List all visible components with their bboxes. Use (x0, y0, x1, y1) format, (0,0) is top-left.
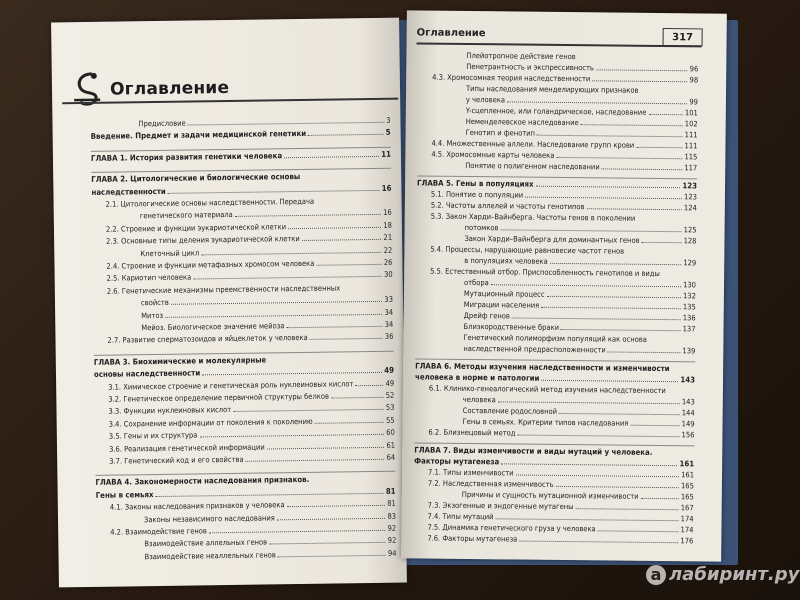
leader-dots (608, 351, 681, 353)
leader-dots (642, 242, 682, 243)
toc-entry-title: Факторы мутагенеза (414, 456, 500, 467)
toc-entry-page: 30 (383, 270, 393, 280)
toc-entry-title: Гены в семьях (95, 489, 154, 500)
toc-entry-title: наследственной предрасположенности (463, 343, 606, 355)
toc-entry (140, 245, 392, 258)
leader-dots (536, 186, 681, 189)
toc-entry (463, 344, 695, 355)
toc-entry (91, 150, 391, 163)
toc-entry-title: отбора (463, 277, 489, 288)
left-page (51, 18, 407, 588)
toc-entry-page: 117 (684, 163, 698, 173)
leader-dots (156, 493, 384, 497)
leader-dots (500, 229, 681, 232)
toc-entry-title: 7.6. Факторы мутагенеза (427, 533, 518, 544)
leader-dots (517, 435, 679, 438)
leader-dots (331, 397, 384, 399)
toc-entry-title: ГЛАВА 2. Цитологические и биологические основы (91, 172, 301, 185)
toc-entry-title: 2.2. Строение и функции эукариотической клетки (105, 221, 287, 234)
toc-entry-page: 16 (383, 208, 392, 218)
toc-entry (144, 511, 396, 524)
toc-entry-page: 60 (386, 427, 395, 438)
toc-entry (109, 415, 395, 428)
toc-entry (431, 150, 697, 162)
toc-entry (466, 95, 698, 106)
toc-entry (106, 196, 392, 209)
leader-dots (286, 326, 382, 328)
leader-dots (630, 425, 679, 427)
toc-entry-page: 22 (383, 245, 393, 255)
toc-entry (110, 499, 396, 512)
leader-dots (287, 505, 386, 507)
toc-entry-title: 7.3. Экзогенные и эндогенные мутагены (427, 500, 574, 512)
toc-entry-title: Предисловие (138, 118, 186, 129)
toc-entry-title: 5.1. Понятие о популяции (430, 189, 524, 200)
leader-dots (188, 122, 384, 126)
toc-entry (141, 320, 393, 333)
toc-entry-page: 123 (682, 181, 698, 191)
leader-dots (537, 135, 683, 138)
toc-entry (463, 406, 695, 417)
toc-entry (428, 501, 694, 513)
toc-entry-title: ГЛАВА 1. История развития генетики человека (90, 151, 283, 163)
toc-entry-page: 55 (386, 415, 395, 425)
leader-dots (648, 114, 683, 115)
toc-entry-title: 4.2. Взаимодействие генов (110, 526, 207, 537)
toc-entry-title: 4.1. Законы наследования признаков у человека (109, 500, 285, 512)
toc-entry-title: Дрейф генов (463, 310, 510, 321)
toc-entry (466, 128, 698, 139)
toc-entry (108, 391, 394, 404)
toc-entry-title: Генотип и фенотип (465, 127, 536, 138)
toc-entry-title: 7.1. Типы изменчивости (427, 467, 514, 478)
toc-entry-title: 3.2. Генетическое определение первичной структуры белков (108, 391, 329, 404)
leader-dots (165, 313, 383, 317)
toc-entry-page: 83 (387, 511, 397, 521)
leader-dots (495, 518, 678, 521)
toc-entry (428, 512, 694, 524)
toc-entry-page: 49 (385, 378, 395, 388)
toc-entry (95, 474, 395, 487)
toc-entry-title: Клеточный цикл (140, 248, 200, 258)
toc-entry-title: 6.1. Клинико-генеалогический метод изучения наследственности (428, 383, 666, 396)
toc-entry-title: в популяциях человека (464, 255, 548, 266)
leader-dots (355, 384, 383, 385)
leader-dots (596, 69, 688, 71)
toc-entry-title: свойств (140, 298, 169, 308)
toc-entry (464, 300, 696, 311)
toc-entry (91, 128, 391, 141)
toc-entry-title: Неменделевское наследование (465, 116, 579, 128)
toc-entry-page: 132 (682, 291, 696, 301)
toc-entry (428, 479, 694, 491)
toc-entry-title: 4.3. Хромосомная теория наследственности (432, 72, 591, 84)
toc-entry-page: 101 (684, 108, 698, 118)
toc-entry-page: 161 (681, 470, 695, 480)
toc-entry (144, 536, 396, 549)
toc-entry-title: ГЛАВА 7. Виды изменчивости и виды мутаций у человека. (414, 445, 653, 457)
toc-entry-page: 136 (682, 313, 696, 323)
toc-entry-page: 34 (384, 319, 394, 329)
toc-entry (138, 116, 390, 129)
toc-entry-page: 137 (682, 324, 696, 334)
toc-entry-page: 34 (384, 307, 394, 317)
toc-entry (431, 190, 697, 202)
leader-dots (498, 401, 680, 404)
toc-entry-page: 144 (681, 408, 695, 418)
leader-dots (525, 197, 682, 200)
toc-entry (91, 183, 391, 196)
toc-entry (431, 212, 697, 224)
toc-entry-title: 2.3. Основные типы деления эукариотической клетки (106, 234, 300, 246)
toc-entry-title: 7.2. Наследственная изменчивость (427, 478, 554, 489)
toc-entry-page: 102 (684, 119, 698, 129)
toc-entry (107, 332, 393, 345)
toc-entry (414, 445, 694, 457)
toc-heading: Оглавление (109, 77, 230, 100)
toc-entry (432, 73, 698, 85)
leader-dots (556, 486, 679, 488)
leader-dots (581, 124, 683, 126)
leader-dots (209, 530, 386, 533)
toc-entry-title: 2.7. Развитие сперматозоидов и яйцеклеток у человека (107, 333, 308, 346)
toc-entry (106, 233, 392, 246)
toc-entry-title: Мейоз. Биологическое значение мейоза (141, 321, 285, 333)
watermark (646, 564, 799, 585)
toc-entry (430, 245, 696, 257)
toc-entry (109, 453, 395, 466)
toc-entry (417, 178, 697, 190)
leader-dots (310, 338, 383, 340)
leader-dots (199, 434, 384, 438)
toc-entry-title: Y-сцепленное, или голандрическое, наследование (465, 105, 647, 117)
leader-dots (559, 413, 680, 415)
toc-entry (464, 289, 696, 300)
watermark-logo-icon: а (646, 565, 666, 585)
leader-dots (284, 156, 379, 158)
toc-entry-title: Причины и сущность мутационной изменчивости (461, 489, 639, 501)
toc-entry-title: 3.7. Генетический код и его свойства (109, 454, 244, 466)
toc-entry (466, 84, 698, 95)
toc-entry-page: 125 (683, 225, 697, 235)
toc-entry (466, 117, 698, 128)
toc-entry (428, 468, 694, 480)
toc-entry-title: человека в норме и патологии (414, 372, 540, 383)
toc-entry-page: 98 (689, 75, 699, 85)
leader-dots (512, 317, 681, 320)
toc-entry-title: 4.4. Множественные аллели. Наследование групп крови (431, 138, 635, 150)
toc-entry-title: Гены в семьях. Критерии типов наследования (462, 416, 629, 428)
toc-entry-title: Миграции населения (463, 299, 540, 310)
leader-dots (202, 372, 382, 376)
leader-dots (641, 498, 679, 499)
toc-entry (106, 221, 392, 234)
toc-entry-title: 4.5. Хромосомные карты человека (431, 149, 555, 160)
toc-entry (464, 234, 696, 245)
toc-entry-page: 129 (683, 258, 697, 268)
toc-entry (107, 283, 393, 296)
toc-entry-title: 7.4. Типы мутаций (427, 511, 494, 522)
toc-entry (108, 403, 394, 416)
toc-entry-title: 2.6. Генетические механизмы преемственности наследственных (106, 283, 341, 296)
toc-entry (465, 161, 697, 172)
toc-entry (427, 534, 693, 546)
leader-dots (587, 208, 682, 210)
leader-dots (491, 284, 681, 287)
leader-dots (561, 329, 681, 331)
toc-entry-page: 81 (385, 486, 396, 496)
toc-entry (109, 440, 395, 453)
toc-entry-title: 3.3. Функции нуклеиновых кислот (108, 405, 232, 417)
toc-entry-page: 128 (683, 236, 697, 246)
toc-entry-page: 3 (386, 115, 391, 125)
toc-entry-page: 156 (681, 430, 695, 440)
toc-entry-page: 5 (385, 128, 391, 138)
right-page (401, 10, 727, 561)
toc-entry-page: 167 (680, 503, 694, 513)
toc-entry-title: 3.6. Реализация генетической информации (108, 442, 265, 454)
leader-dots (556, 157, 682, 159)
toc-entry-page: 96 (689, 64, 699, 74)
toc-entry-title: потомков (464, 222, 499, 233)
leader-dots (277, 517, 386, 520)
leader-dots (541, 380, 678, 382)
toc-entry-page: 92 (387, 536, 397, 546)
toc-entry-page: 143 (680, 375, 696, 385)
leader-dots (315, 422, 384, 424)
toc-entry-page: 36 (384, 332, 394, 342)
toc-entry-page: 123 (684, 192, 697, 202)
leader-dots (592, 80, 687, 82)
toc-entry-title: ГЛАВА 3. Биохимические и молекулярные (93, 355, 267, 367)
page-number: 317 (663, 28, 703, 46)
toc-entry-title: 2.4. Строение и функции метафазных хромосом человека (106, 258, 315, 271)
toc-entry-title: 7.5. Динамика генетического груза у человека (427, 522, 596, 534)
toc-entry (430, 267, 696, 279)
toc-entry-title: Митоз (141, 310, 164, 320)
toc-entry-page: 92 (387, 523, 397, 533)
toc-entry-title: Составление родословной (462, 405, 558, 416)
toc-entry-title: Введение. Предмет и задачи медицинской генетики (90, 129, 307, 142)
toc-entry (110, 524, 396, 537)
toc-entry-page: 161 (679, 459, 695, 469)
toc-entry (466, 51, 698, 62)
leader-dots (547, 296, 681, 298)
toc-entry (141, 295, 393, 308)
running-head: Оглавление (416, 27, 486, 40)
toc-entry (415, 372, 695, 384)
leader-dots (246, 459, 385, 462)
toc-entry-title: 3.4. Сохранение информации от поколения к поколению (108, 416, 313, 429)
toc-entry-title: Мутационный процесс (463, 288, 545, 299)
toc-entry (106, 258, 392, 271)
leader-dots (519, 541, 678, 544)
toc-entry (427, 523, 693, 535)
toc-entry (464, 322, 696, 333)
toc-entry-page: 33 (384, 294, 394, 305)
toc-entry-page: 130 (683, 280, 697, 290)
toc-entry-title: Понятие о полигенном наследовании (465, 160, 600, 172)
toc-entry (466, 62, 698, 73)
toc-entry-title: Генетический полиморфизм популяций как основа (463, 332, 647, 344)
toc-entry (463, 417, 695, 428)
toc-entry (431, 201, 697, 213)
toc-entry-title: ГЛАВА 6. Методы изучения наследственности и изменчивости (415, 361, 670, 374)
toc-entry (96, 486, 396, 499)
toc-entry-page: 139 (682, 346, 696, 356)
toc-entry-page: 165 (680, 492, 694, 502)
toc-entry (91, 171, 391, 184)
leader-dots (501, 463, 677, 466)
toc-entry-page: 149 (681, 419, 695, 429)
toc-entry-page: 52 (385, 390, 395, 400)
toc-entry-page: 11 (381, 149, 392, 159)
toc-entry-title: основы наследственности (93, 368, 201, 380)
leader-dots (516, 475, 680, 478)
toc-entry-page: 94 (387, 548, 397, 558)
toc-entry (109, 428, 395, 441)
toc-entry-title: наследственности (91, 186, 166, 197)
toc-entry (464, 311, 696, 322)
toc-entry-page: 18 (383, 220, 392, 230)
toc-entry-page: 165 (680, 481, 694, 491)
toc-entry (463, 395, 695, 406)
toc-entry (464, 256, 696, 267)
toc-entry-page: 16 (381, 183, 392, 193)
toc-entry-page: 53 (385, 403, 395, 413)
toc-entry-page: 21 (383, 232, 393, 243)
running-head-rule (417, 42, 702, 46)
toc-entry-title: ГЛАВА 4. Закономерности наследования признаков. (95, 475, 310, 488)
toc-entry (431, 139, 697, 151)
toc-entry-page: 143 (681, 397, 695, 407)
toc-entry-title: человека (462, 394, 496, 405)
leader-dots (171, 301, 383, 305)
toc-entry-page: 135 (682, 302, 696, 312)
watermark-text: лабиринт.ру (669, 564, 800, 585)
toc-entry-page: 124 (683, 203, 697, 213)
toc-entry-page: 81 (387, 498, 396, 508)
toc-entry (141, 307, 393, 320)
toc-entry-title: у человека (465, 94, 506, 105)
leader-dots (550, 263, 682, 265)
leader-dots (201, 251, 381, 255)
toc-entry (140, 208, 392, 221)
toc-entry-title: 2.1. Цитологические основы наследственности. Передача (105, 196, 315, 209)
leader-dots (168, 189, 380, 193)
toc-entry (464, 278, 696, 289)
leader-dots (308, 134, 384, 136)
toc-entry (414, 456, 694, 468)
toc-entry-title: 2.5. Кариотип человека (106, 272, 192, 284)
toc-entry-page: 26 (383, 257, 393, 267)
toc-entry-title: Взаимодействие аллельных генов (144, 537, 268, 549)
toc-entry-page: 115 (684, 152, 698, 162)
toc-entry (465, 223, 697, 234)
toc-entry-page: 61 (386, 440, 396, 450)
leader-dots (316, 264, 382, 266)
toc-entry-page: 64 (386, 452, 396, 462)
toc-entry (94, 354, 394, 367)
toc-entry-title: Закон Харди–Вайнберга для доминантных генов (464, 233, 640, 245)
toc-entry-title: Законы независимого наследования (143, 512, 275, 524)
leader-dots (602, 168, 683, 170)
leader-dots (541, 307, 681, 309)
toc-entry-title: ГЛАВА 5. Гены в популяциях (417, 178, 534, 189)
toc-entry-title: Плейотропное действие генов (466, 50, 576, 62)
leader-dots (302, 239, 382, 241)
toc-entry-page: 174 (680, 514, 694, 524)
toc-entry (462, 490, 694, 501)
leader-dots (269, 542, 386, 545)
toc-entry (428, 428, 694, 440)
leader-dots (267, 446, 385, 449)
toc-entry-page: 111 (684, 141, 698, 151)
toc-entry (415, 361, 695, 373)
toc-entry-page: 49 (384, 365, 395, 376)
leader-dots (576, 508, 679, 510)
toc-entry-title: 5.2. Частоты аллелей и частоты генотипов (430, 200, 585, 212)
leader-dots (193, 276, 382, 280)
toc-entry-page: 99 (689, 97, 698, 107)
toc-entry-title: генетического материала (139, 210, 233, 221)
leader-dots (288, 227, 381, 229)
toc-entry (107, 270, 393, 283)
toc-entry (463, 333, 695, 344)
toc-entry-page: 111 (684, 130, 698, 140)
toc-entry-page: 174 (680, 525, 694, 535)
toc-entry (429, 384, 695, 396)
toc-entry-title: 6.2. Близнецовый метод (428, 427, 516, 438)
toc-entry-title: 5.5. Естественный отбор. Приспособленность генотипов и виды (430, 266, 660, 279)
toc-entry-title: 3.1. Химическое строение и генетическая роль нуклеиновых кислот (108, 378, 354, 392)
toc-entry-title: Взаимодействие неаллельных генов (144, 550, 276, 562)
leader-dots (235, 214, 381, 217)
toc-entry-page: 176 (680, 536, 694, 546)
toc-entry (144, 548, 396, 561)
leader-dots (598, 530, 679, 532)
toc-entry-title: 5.3. Закон Харди–Вайнберга. Частоты генов в поколении (430, 211, 636, 223)
toc-entry (466, 106, 698, 117)
toc-entry (94, 366, 394, 379)
toc-entry-title: Близкородственные браки (463, 321, 560, 332)
leader-dots (278, 555, 386, 558)
toc-entry-title: Типы наследования менделирующих признаков (466, 83, 639, 95)
leader-dots (233, 409, 384, 412)
toc-entry-title: 3.5. Гены и их структура (108, 430, 198, 441)
toc-entry-title: Пенетрантность и экспрессивность (466, 61, 594, 73)
toc-entry-title: 5.4. Процессы, нарушающие равновесие частот генов (430, 244, 625, 256)
leader-dots (507, 101, 687, 104)
toc-entry (108, 378, 394, 391)
leader-dots (636, 147, 682, 148)
